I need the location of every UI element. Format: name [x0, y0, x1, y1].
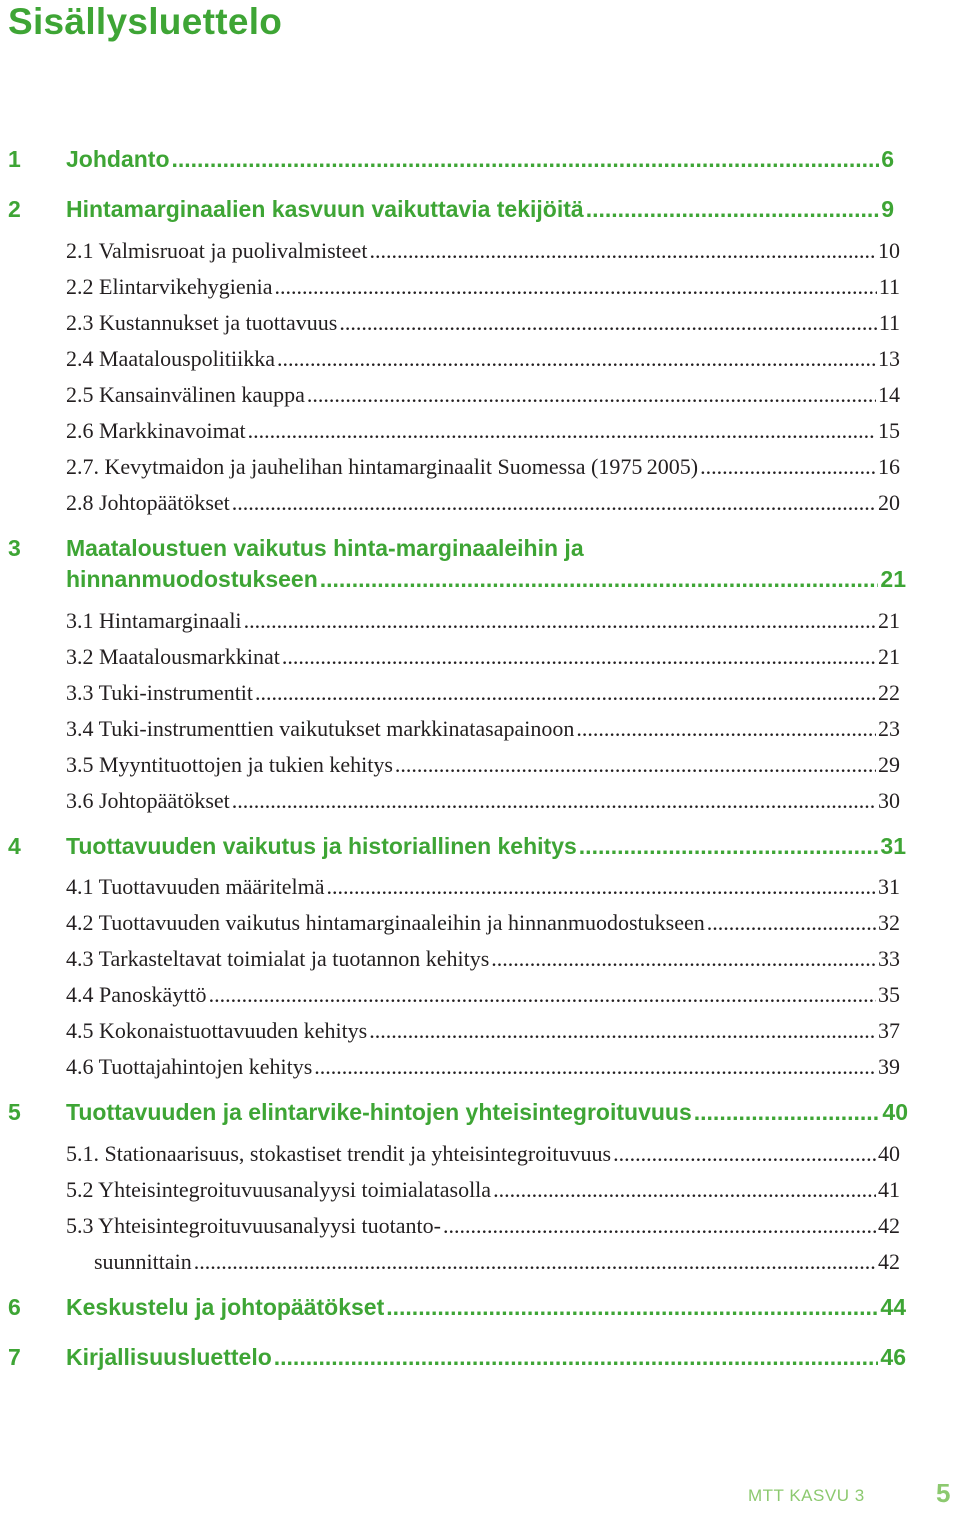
- dot-leader: [700, 452, 876, 482]
- toc-entry-2-7[interactable]: [66, 452, 900, 482]
- dot-leader: [386, 1291, 878, 1323]
- toc-entry-4-2[interactable]: [66, 908, 900, 938]
- toc-entry-2-6[interactable]: [66, 416, 900, 446]
- toc-page-number: 46: [880, 1344, 906, 1370]
- toc-page-number: 6: [881, 146, 894, 172]
- toc-entry-title: 2.6 Markkinavoimat: [66, 418, 246, 443]
- toc-entry-chapter-4[interactable]: [66, 830, 906, 862]
- dot-leader: [282, 642, 876, 672]
- toc-page-number: 13: [878, 346, 900, 371]
- toc-page-number: 40: [878, 1141, 900, 1166]
- toc-entry-title-continued: hinnanmuodostukseen: [66, 566, 318, 592]
- toc-entry-2-8[interactable]: [66, 488, 900, 518]
- toc-entry-title: 3.3 Tuki-instrumentit: [66, 680, 254, 705]
- toc-entry-title: 2.5 Kansainvälinen kauppa: [66, 382, 305, 407]
- dot-leader: [491, 944, 876, 974]
- toc-entry-title: 4.6 Tuottajahintojen kehitys: [66, 1054, 313, 1079]
- toc-entry-2-1[interactable]: [66, 236, 900, 266]
- toc-page-number: 11: [878, 274, 900, 299]
- toc-entry-title: 2.8 Johtopäätökset: [66, 490, 230, 515]
- toc-page-number: 31: [878, 874, 900, 899]
- toc-entry-title: Johdanto: [66, 146, 170, 172]
- footer-page-number: 5: [936, 1478, 951, 1508]
- dot-leader: [277, 344, 876, 374]
- chapter-number: 3: [8, 535, 21, 561]
- dot-leader: [314, 1052, 876, 1082]
- toc-entry-4-6[interactable]: [66, 1052, 900, 1082]
- toc-entry-chapter-3[interactable]: [66, 563, 906, 595]
- chapter-number: 4: [8, 833, 21, 859]
- dot-leader: [244, 606, 876, 636]
- toc-entry-4-4[interactable]: [66, 980, 900, 1010]
- toc-entry-3-2[interactable]: [66, 642, 900, 672]
- toc-entry-5-2[interactable]: [66, 1175, 900, 1205]
- toc-page-number: 33: [878, 946, 900, 971]
- dot-leader: [369, 236, 876, 266]
- chapter-number: 7: [8, 1344, 21, 1370]
- toc-entry-title: 2.3 Kustannukset ja tuottavuus: [66, 310, 338, 335]
- toc-entry-chapter-5[interactable]: [66, 1096, 908, 1128]
- chapter-number: 5: [8, 1099, 21, 1125]
- toc-entry-3-4[interactable]: [66, 714, 900, 744]
- toc-entry-title: 5.3 Yhteisintegroituvuusanalyysi tuotanto-: [66, 1213, 441, 1238]
- toc-entry-title: 5.2 Yhteisintegroituvuusanalyysi toimialatasolla: [66, 1177, 492, 1202]
- toc-entry-3-1[interactable]: [66, 606, 900, 636]
- toc-entry-5-1[interactable]: [66, 1139, 900, 1169]
- toc-page-number: 41: [878, 1177, 900, 1202]
- dot-leader: [576, 714, 876, 744]
- toc-entry-title: 3.5 Myyntituottojen ja tukien kehitys: [66, 752, 393, 777]
- toc-entry-chapter-2[interactable]: [66, 193, 894, 225]
- toc-entry-5-3[interactable]: [66, 1211, 900, 1241]
- dot-leader: [443, 1211, 876, 1241]
- chapter-number: 6: [8, 1294, 21, 1320]
- toc-entry-title: Kirjallisuusluettelo: [66, 1344, 272, 1370]
- toc-entry-4-5[interactable]: [66, 1016, 900, 1046]
- toc-page-number: 23: [878, 716, 900, 741]
- chapter-number: 1: [8, 146, 21, 172]
- toc-entry-title: 5.1. Stationaarisuus, stokastiset trendit ja yhteisintegroituvuus: [66, 1141, 612, 1166]
- chapter-number: 2: [8, 196, 21, 222]
- toc-entry-chapter-7[interactable]: [66, 1341, 906, 1373]
- toc-entry-4-1[interactable]: [66, 872, 900, 902]
- dot-leader: [274, 1341, 879, 1373]
- toc-entry-title: Tuottavuuden ja elintarvike-hintojen yhteisintegroituvuus: [66, 1099, 692, 1125]
- toc-entry-2-2[interactable]: [66, 272, 900, 302]
- toc-entry-title: Tuottavuuden vaikutus ja historiallinen kehitys: [66, 833, 577, 859]
- toc-page-number: 30: [878, 788, 900, 813]
- toc-page-number: 11: [878, 310, 900, 335]
- toc-page-number: 9: [881, 196, 894, 222]
- dot-leader: [248, 416, 876, 446]
- toc-entry-title: 2.7. Kevytmaidon ja jauhelihan hintamarginaalit Suomessa (1975 2005): [66, 454, 699, 479]
- toc-entry-2-4[interactable]: [66, 344, 900, 374]
- toc-entry-title: 3.6 Johtopäätökset: [66, 788, 230, 813]
- dot-leader: [707, 908, 876, 938]
- toc-entry-title: 4.4 Panoskäyttö: [66, 982, 207, 1007]
- toc-entry-2-3[interactable]: [66, 308, 900, 338]
- toc-entry-title: 2.4 Maatalouspolitiikka: [66, 346, 275, 371]
- toc-page-number: 16: [878, 454, 900, 479]
- page-title: Sisällysluettelo: [8, 1, 283, 42]
- dot-leader: [307, 380, 876, 410]
- toc-entry-title: 4.3 Tarkasteltavat toimialat ja tuotannon kehitys: [66, 946, 490, 971]
- toc-entry-3-3[interactable]: [66, 678, 900, 708]
- dot-leader: [232, 488, 876, 518]
- toc-entry-title: Hintamarginaalien kasvuun vaikuttavia tekijöitä: [66, 196, 584, 222]
- toc-page-number: 32: [878, 910, 900, 935]
- toc-page-number: 40: [882, 1099, 908, 1125]
- dot-leader: [326, 872, 876, 902]
- toc-entry-chapter-6[interactable]: [66, 1291, 906, 1323]
- toc-page-number: 42: [878, 1213, 900, 1238]
- dot-leader: [493, 1175, 876, 1205]
- toc-page-number: 10: [878, 238, 900, 263]
- toc-page-number: 14: [878, 382, 900, 407]
- toc-entry-title: 3.4 Tuki-instrumenttien vaikutukset markkinatasapainoon: [66, 716, 575, 741]
- toc-entry-4-3[interactable]: [66, 944, 900, 974]
- dot-leader: [694, 1096, 881, 1128]
- toc-entry-title: 2.2 Elintarvikehygienia: [66, 274, 273, 299]
- dot-leader: [194, 1247, 876, 1277]
- toc-entry-5-3-continued[interactable]: [94, 1247, 900, 1277]
- dot-leader: [586, 193, 880, 225]
- toc-page-number: 29: [878, 752, 900, 777]
- toc-entry-chapter-1[interactable]: [66, 143, 894, 175]
- toc-page-number: 44: [880, 1294, 906, 1320]
- dot-leader: [320, 563, 879, 595]
- dot-leader: [613, 1139, 876, 1169]
- toc-entry-title: 3.2 Maatalousmarkkinat: [66, 644, 280, 669]
- toc-entry-title-continued: suunnittain: [94, 1249, 192, 1274]
- dot-leader: [579, 830, 879, 862]
- toc-entry-title: Keskustelu ja johtopäätökset: [66, 1294, 385, 1320]
- toc-entry-chapter-3-line1[interactable]: [66, 532, 906, 564]
- footer-publication-label: MTT KASVU 3: [748, 1486, 865, 1505]
- toc-entry-title: 2.1 Valmisruoat ja puolivalmisteet: [66, 238, 368, 263]
- dot-leader: [275, 272, 877, 302]
- toc-entry-3-6[interactable]: [66, 786, 900, 816]
- dot-leader: [395, 750, 876, 780]
- toc-page-number: 22: [878, 680, 900, 705]
- toc-page-number: 39: [878, 1054, 900, 1079]
- dot-leader: [369, 1016, 876, 1046]
- toc-page-number: 21: [878, 644, 900, 669]
- toc-page-number: 31: [880, 833, 906, 859]
- toc-entry-3-5[interactable]: [66, 750, 900, 780]
- dot-leader: [209, 980, 876, 1010]
- toc-page-number: 21: [880, 566, 906, 592]
- toc-page-number: 42: [878, 1249, 900, 1274]
- toc-entry-2-5[interactable]: [66, 380, 900, 410]
- toc-page-number: 35: [878, 982, 900, 1007]
- toc-entry-title: 4.1 Tuottavuuden määritelmä: [66, 874, 325, 899]
- toc-entry-title: Maataloustuen vaikutus hinta-marginaaleihin ja: [66, 535, 584, 561]
- toc-page-number: 15: [878, 418, 900, 443]
- dot-leader: [172, 143, 880, 175]
- toc-page-number: 21: [878, 608, 900, 633]
- dot-leader: [339, 308, 877, 338]
- toc-entry-title: 4.2 Tuottavuuden vaikutus hintamarginaaleihin ja hinnanmuodostukseen: [66, 910, 705, 935]
- toc-entry-title: 3.1 Hintamarginaali: [66, 608, 242, 633]
- dot-leader: [232, 786, 876, 816]
- toc-entry-title: 4.5 Kokonaistuottavuuden kehitys: [66, 1018, 368, 1043]
- dot-leader: [255, 678, 876, 708]
- toc-page-number: 37: [878, 1018, 900, 1043]
- toc-page-number: 20: [878, 490, 900, 515]
